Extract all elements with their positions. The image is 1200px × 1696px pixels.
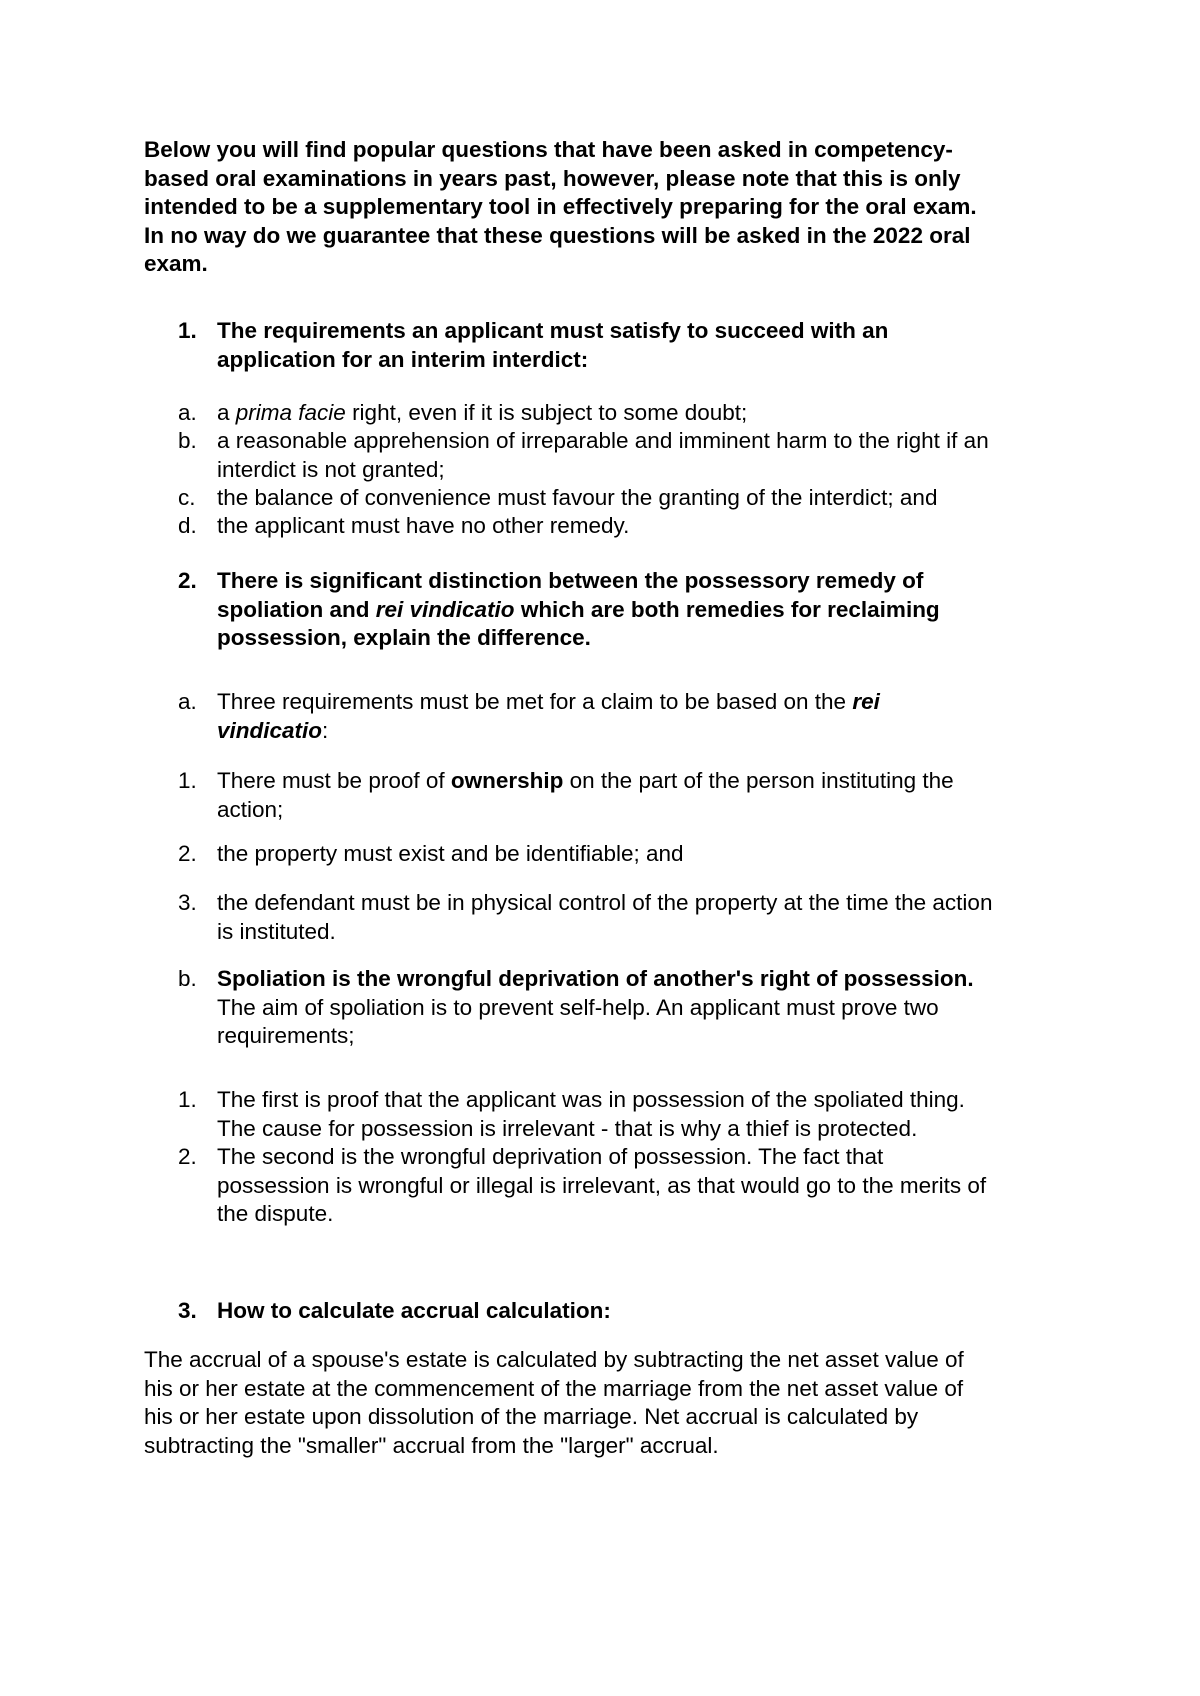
list-number: 3. <box>178 890 197 915</box>
intro-line: intended to be a supplementary tool in effectively preparing for the oral exam. <box>144 194 977 219</box>
bold-italic-term: rei <box>852 689 880 714</box>
question-heading-line: The requirements an applicant must satisfy to succeed with an <box>217 318 889 343</box>
bold-term: ownership <box>450 768 564 793</box>
intro-line: Below you will find popular questions that have been asked in competency- <box>144 137 953 162</box>
list-number: 1. <box>178 318 197 343</box>
list-marker: a. <box>178 400 197 425</box>
accrual-paragraph: The accrual of a spouse's estate is calculated by subtracting the net asset value of his or her estate at the commencement of the marriage from the net asset value of his or her estate upon dissolution of the marriage. Net accrual is calculated by subtracting the "smaller" accrual from the "larger" accrual. <box>144 1347 964 1458</box>
bold-statement: Spoliation is the wrongful deprivation of another's right of possession. <box>217 966 974 991</box>
bold-italic-term: vindicatio <box>217 717 323 743</box>
list-number: 2. <box>178 568 197 593</box>
intro-paragraph <box>144 136 1074 279</box>
intro-line: In no way do we guarantee that these questions will be asked in the 2022 oral <box>144 222 971 248</box>
list-marker: c. <box>178 485 196 510</box>
list-marker: b. <box>178 966 197 991</box>
italic-term: rei vindicatio <box>375 596 515 622</box>
list-number: 1. <box>178 768 197 793</box>
intro-line: exam. <box>144 251 208 276</box>
italic-term: prima facie <box>235 400 346 425</box>
list-marker: a. <box>178 689 197 714</box>
question-heading-line: application for an interim interdict: <box>217 346 589 372</box>
list-marker: d. <box>178 513 197 538</box>
list-number: 1. <box>178 1087 197 1112</box>
document-page: Below you will find popular questions that have been asked in competency- based oral examinations in years past, however, please note that this is only intended to be a supplementary tool in effectively preparing for the oral exam. In no way do we guarantee that these questions will be asked in the 2022 oral exam. 1. The requirements an applicant must satisfy to succeed with an application for an interim interdict: a. a prima facie right, even if it is subject to some doubt; b. a reasonable apprehension of irreparable and imminent harm to the right if an interdict is not granted; c. the balance of convenience must favour the granting of the interdict; and d. the applicant must have no other remedy. 2. There is significant distinction between the possessory remedy of spoliation and rei vindicatio which are both remedies for reclaiming possession, explain the difference. a. Three requirements must be met for a claim to be based on the rei vindicatio: 1. There must be proof of ownership on the part of the person instituting the action; 2. the property must exist and be identifiable; and 3. the defendant must be in physical control of the property at the time the action is instituted. b. Spoliation is the wrongful deprivation of another's right of possession. The aim of spoliation is to prevent self-help. An applicant must prove two requirements; 1. The first is proof that the applicant was in possession of the spoliated thing. The cause for possession is irrelevant - that is why a thief is protected. 2. The second is the wrongful deprivation of possession. The fact that possession is wrongful or illegal is irrelevant, as that would go to the merits of the dispute. 3. How to calculate accrual calculation: The accrual of a spouse's estate is calculated by subtracting the net asset value of his or her estate at the commencement of the marriage from the net asset value of his or her estate upon dissolution of the marriage. Net accrual is calculated by subtracting the "smaller" accrual from the "larger" accrual. <box>0 0 1200 1696</box>
list-number: 2. <box>178 841 197 866</box>
list-number: 3. <box>178 1298 197 1323</box>
intro-line: based oral examinations in years past, however, please note that this is only <box>144 165 961 191</box>
list-marker: b. <box>178 428 197 453</box>
list-number: 2. <box>178 1144 197 1169</box>
